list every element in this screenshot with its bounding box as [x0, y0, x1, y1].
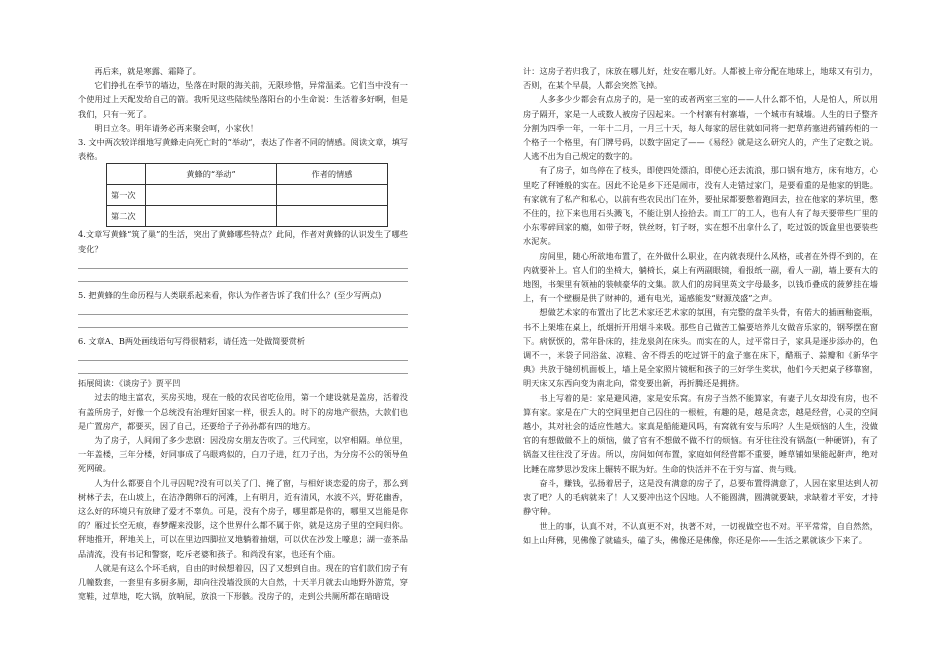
paragraph: 想做艺术家的布置出了比艺术家还艺术家的氛围，有完整的盘羊头骨，有偌大的插画釉瓷瓶，书不上架堆在桌上，纸烟折开用烟斗来吸。那些自己做苦工偏要培养儿女做音乐家的，钢琴摆在窗下。病恹恹的，常年卧床的，挂龙泉剑在床头。而实在的人，过平常日子，家具是逐步添办的，色调不一，米袋子同浴盆、凉鞋、舍不得丢的吃过饼干的盒子塞在床下，醋瓶子、蒜瓣和《新华字典》共放于缝纫机面板上，墙上是全家照片镜框和孩子的三好学生奖状，他们今天把桌子移靠窗，明天床又东西向变为南北向，常变要出新，再折腾还是拥挤。 — [523, 307, 878, 389]
question-6: 6. 文章A、B两处画线语句写得很精彩，请任选一处做简要赏析 — [78, 336, 306, 347]
answer-line[interactable] — [78, 269, 408, 282]
paragraph: 过去的地主富农，买房买地，现在一般的农民省吃俭用，第一个建设就是盖房，活着没有盖所房子，好像一个总统没有治理好国家一样，很丢人的。时下的房地产很热，大款们也是广置房产，都要买，因了自己，还要给子子孙孙都有四的地方。 — [78, 392, 408, 431]
right-column — [523, 64, 878, 547]
paragraph: 计：这房子若归我了，床放在哪儿好，灶安在哪儿好。人都被上帝分配在地球上，地球又有引力，否则，在某个早晨，人都会突然飞掉。 — [523, 66, 878, 91]
left-column — [78, 64, 408, 603]
question-5: 5. 把黄蜂的生命历程与人类联系起来看，你认为作者告诉了我们什么？(至少写两点) — [78, 289, 382, 300]
answer-line[interactable] — [78, 315, 408, 328]
answer-cell[interactable] — [277, 206, 388, 227]
table-row-label: 第二次 — [107, 206, 146, 227]
table-header-emotion: 作者的情感 — [277, 164, 388, 185]
paragraph: 书上写着的是：家是避风港，家是安乐窝。有房子当然不能算家，有妻子儿女却没有房，也不算有家。家是在广大的空间里把自己囚住的一根桩，有趣的是，越是贪恋，越是经营，心灵的空间越小，其对社会的适应性越大。家真是船能避风吗，有窝就有安与乐吗？人生是烦恼的人生，没做官的有想做做不上的烦恼，做了官有不想做不做不行的烦恼。有牙往往没有锅盔(一种硬饼)，有了锅盔又往往没了牙齿。所以，房间如何布置，家庭如何经营都不重要，睡草铺如果能起鼾声，绝对比睡在席梦思沙发床上辗转不眠为好。生命的快活并不在于穷与富、贵与贱。 — [523, 392, 878, 474]
table-row-label: 第一次 — [107, 185, 146, 206]
answer-cell[interactable] — [146, 206, 277, 227]
table-corner — [107, 164, 146, 185]
table-header-action: 黄蜂的“举动” — [146, 164, 277, 185]
answer-line[interactable] — [78, 256, 408, 269]
paragraph: 它们挣扎在季节的墙边，坠落在时限的海关前，无限珍惜，异常温柔。它们当中没有一个使用过上天配发给自己的箭。我听见这些陆续坠落阳台的小生命说：生活着多好啊，但是我们，只有一死了。 — [78, 80, 408, 119]
paragraph: 再后来，就是寒露、霜降了。 — [94, 66, 201, 76]
paragraph: 房间里，随心所欲地布置了，在外做什么职业，在内就表现什么风格，或者在外得不到的，在内就要补上。官人们的坐椅大，躺椅长，桌上有两副眼镜，看报纸一副，看人一副，墙上要有大的地图，书架里有领袖的装帧豪华的文集。款人们的房间里英文字母最多，以钱币叠成的菠萝挂在墙上，有一个壁橱是供了财神的，通有电光，遥感能发“财源茂盛”之声。 — [523, 250, 878, 304]
answer-line[interactable] — [78, 302, 408, 315]
paragraph: 明日立冬。明年请务必再来聚会呵，小家伙！ — [94, 122, 259, 133]
question-4: 4.文章写黄蜂“筑了巢”的生活，突出了黄蜂哪些特点？此间，作者对黄蜂的认识发生了哪些变化？ — [78, 229, 408, 254]
paragraph: 为了房子，人间闹了多少悲剧：因没房女朋友告吹了。三代同室，以窄相隔。单位里，一年盖楼，三年分楼，好同事成了乌眼鸡似的，白刀子进，红刀子出，为分房不公的领导鱼死网破。 — [78, 435, 408, 474]
question-3: 3. 文中两次较详细地写黄蜂走向死亡时的“举动”，表达了作者不同的情感。阅读文章，填写表格。 — [78, 137, 408, 162]
paragraph: 世上的事，认真不对，不认真更不对，执著不对，一切视做空也不对。平平常常，自自然然，如上山拜佛，见佛像了就磕头，磕了头，佛像还是佛像，你还是你——生活之累就该少下来了。 — [523, 520, 878, 545]
paragraph: 人就是有这么个坏毛病，自由的时候想着囚，囚了又想到自由。现在的官们款们房子有几幢数套，一套里有多厨多厕，却向往没墙没顶的大自然，十天半月就去山地野外游荒，穿宽鞋，过草地，吃大锅，放响屁，放浪一下形骸。没房子的，走到公共厕所都在暗暗设 — [78, 562, 408, 602]
answer-table — [106, 163, 388, 227]
answer-line[interactable] — [78, 348, 408, 361]
paragraph: 人为什么都要自个儿寻囚呢?没有可以关了门、掩了窗，与相好谈恋爱的房子，那么到树林子去，在山坡上，在洁净鹅卵石的河滩，上有明月，近有清风，水波不兴，野花幽香，这么好的环境只有放肆了爱才不辜负。可是，没有个房子，哪里都是你的，哪里又岂能是你的？雁过长空无痕，春梦醒来没影，这个世界什么都不属于你，就是这房子里的空间归你。秤地推开，秤地关上，可以在里边四脚拉叉地躺着抽烟，可以伏在沙发上嚎息；湖一壶茶品品清流，没有书记和警察，吃斥老婆和孩子。和尚没有家，也还有个庙。 — [78, 477, 408, 559]
paragraph: 有了房子，如鸟停在了枝头，即使四处漂泊，即使心还去流浪，那口锅有地方，床有地方，心里吃了秤锤般的实在。因此不论是乡下还是闹市，没有人走错过家门，是要看重的是他家的钥匙。有家就有了私产和私心，以前有些农民出门在外，要扯尿都要憋着跑回去，拉在他家的茅坑里，憋不住的，拉下来也用石头溅飞，不能让别人捡拾去。而工厂的工人，也有人有了每天要带些厂里的小东零碎回家的瘾，如带子呀，铁丝呀，钉子呀，实在想不出拿什么了，吃过饭的饭盒里也要装些水泥灰。 — [523, 165, 878, 247]
answer-cell[interactable] — [146, 185, 277, 206]
answer-line[interactable] — [78, 361, 408, 374]
extended-reading-title: 拓展阅读：《谈房子》贾平凹 — [78, 378, 181, 389]
answer-cell[interactable] — [277, 185, 388, 206]
paragraph: 奋斗，赚钱，弘扬着居子，这是没有满意的房子了，总要布置得满意了，人因在家里达到人初衷了吧？人的毛病就来了！人又要冲出这个囚地。人不能圆满，圆满就要缺，求缺着才平安，才持静守种。 — [523, 477, 878, 517]
paragraph: 人多多少少都会有点房子的，是一室的或者两室三室的——人什么都不怕，人是怕人，所以用房子隔开，家是一人或数人被房子囚起来。一个村寨有村寨墙，一个城市有城墙。人生的日子整齐分割为四季一年，一年十二月，一月三十天，每人每家的居住就如同将一把草药塞进药铺药柜的一个格子一个格里，有门牌号码，以数字固定了——《易经》就是这么研究人的，产生了定数之说。人逃不出为自己规定的数字的。 — [523, 94, 878, 162]
